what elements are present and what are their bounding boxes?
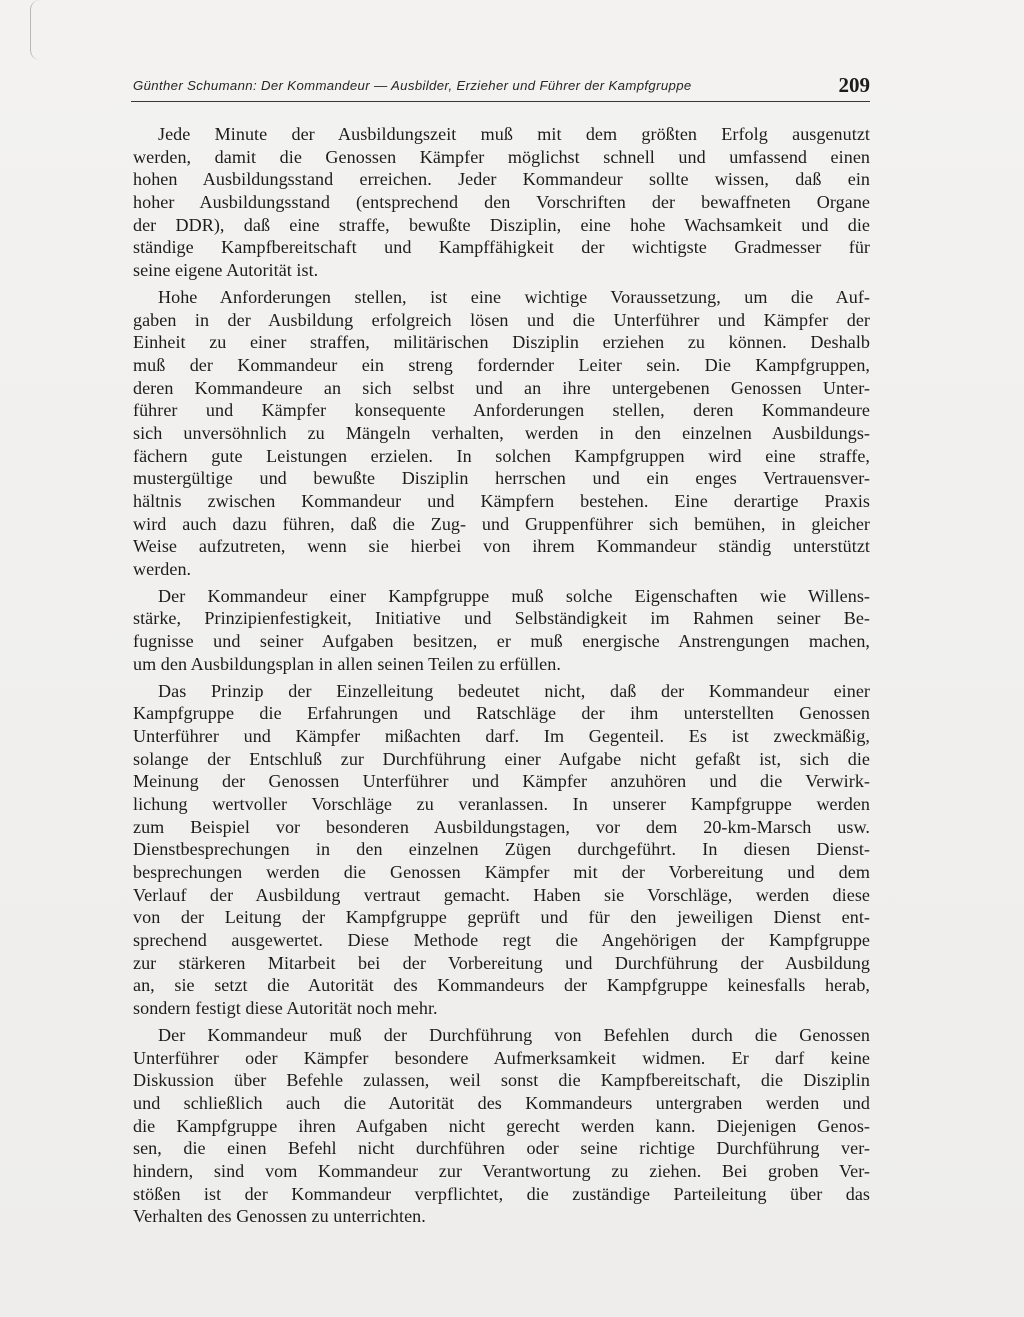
text-line: führer und Kämpfer konsequente Anforderungen stellen, deren Kommandeure <box>133 400 870 421</box>
text-line: Unterführer oder Kämpfer besondere Aufmerksamkeit widmen. Er darf keine <box>133 1047 870 1068</box>
page-edge-mark <box>30 0 45 60</box>
text-line: lichung wertvoller Vorschläge zu veranlassen. In unserer Kampfgruppe werden <box>133 793 870 814</box>
text-line: die Kampfgruppe ihren Aufgaben nicht gerecht werden kann. Diejenigen Genos- <box>133 1115 870 1136</box>
text-line: Unterführer und Kämpfer mißachten darf. Im Gegenteil. Es ist zweckmäßig, <box>133 725 870 746</box>
body-text <box>133 123 870 1232</box>
paragraph <box>133 123 870 282</box>
paragraph <box>133 680 870 1020</box>
text-line: hältnis zwischen Kommandeur und Kämpfern bestehen. Eine derartige Praxis <box>133 491 870 511</box>
text-line: werden, damit die Genossen Kämpfer möglichst schnell und umfassend einen <box>133 146 870 167</box>
text-line: sich unversöhnlich zu Mängeln verhalten, werden in den einzelnen Ausbildungs- <box>133 422 870 443</box>
text-line: sondern festigt diese Autorität noch mehr. <box>133 998 438 1019</box>
text-line: Der Kommandeur einer Kampfgruppe muß solche Eigenschaften wie Willens- <box>158 585 870 606</box>
running-header <box>133 70 870 100</box>
text-line: Meinung der Genossen Unterführer und Kämpfer anzuhören und die Verwirk- <box>133 771 870 792</box>
text-line: Der Kommandeur muß der Durchführung von Befehlen durch die Genossen <box>158 1024 870 1045</box>
text-line: Hohe Anforderungen stellen, ist eine wichtige Voraussetzung, um die Auf- <box>158 286 870 307</box>
text-line: zur stärkeren Mitarbeit bei der Vorbereitung und Durchführung der Ausbildung <box>133 952 870 973</box>
text-line: seine eigene Autorität ist. <box>133 260 319 281</box>
text-line: an, sie setzt die Autorität des Kommandeurs der Kampfgruppe keinesfalls herab, <box>133 975 870 996</box>
text-line: Das Prinzip der Einzelleitung bedeutet nicht, daß der Kommandeur einer <box>158 680 870 701</box>
text-line: mustergültige und bewußte Disziplin herrschen und ein enges Vertrauensver- <box>133 468 870 489</box>
text-line: Einheit zu einer straffen, militärischen Disziplin erziehen zu können. Deshalb <box>133 332 870 353</box>
text-line: Jede Minute der Ausbildungszeit muß mit dem größten Erfolg ausgenutzt <box>158 124 870 144</box>
text-line: von der Leitung der Kampfgruppe geprüft und für den jeweiligen Dienst ent- <box>133 907 870 928</box>
text-line: Diskussion über Befehle zulassen, weil sonst die Kampfbereitschaft, die Disziplin <box>133 1070 870 1091</box>
text-line: stärke, Prinzipienfestigkeit, Initiative und Selbständigkeit im Rahmen seiner Be- <box>133 608 870 629</box>
text-line: und schließlich auch die Autorität des Kommandeurs untergraben werden und <box>133 1092 870 1113</box>
text-line: wird auch dazu führen, daß die Zug- und Gruppenführer sich bemühen, in gleicher <box>133 513 870 534</box>
text-line: muß der Kommandeur ein streng fordernder Leiter sein. Die Kampfgruppen, <box>133 354 870 375</box>
text-line: werden. <box>133 559 192 580</box>
text-line: besprechungen werden die Genossen Kämpfer mit der Vorbereitung und dem <box>133 862 870 882</box>
text-line: Dienstbesprechungen in den einzelnen Zügen durchgeführt. In diesen Dienst- <box>133 839 870 860</box>
running-title: Günther Schumann: Der Kommandeur — Ausbilder, Erzieher und Führer der Kampfgruppe <box>133 77 692 93</box>
text-line: der DDR), daß eine straffe, bewußte Disziplin, eine hohe Wachsamkeit und die <box>133 214 870 235</box>
text-line: zum Beispiel vor besonderen Ausbildungstagen, vor dem 20-km-Marsch usw. <box>133 816 870 837</box>
text-line: Verhalten des Genossen zu unterrichten. <box>133 1206 426 1227</box>
text-line: sprechend ausgewertet. Diese Methode regt die Angehörigen der Kampfgruppe <box>133 930 870 951</box>
header-rule <box>131 101 870 102</box>
text-line: fächern gute Leistungen erzielen. In solchen Kampfgruppen wird eine straffe, <box>133 445 870 466</box>
paragraph <box>133 1024 870 1228</box>
text-line: ständige Kampfbereitschaft und Kampffähigkeit der wichtigste Gradmesser für <box>133 237 870 258</box>
text-line: gaben in der Ausbildung erfolgreich lösen und die Unterführer und Kämpfer der <box>133 309 870 330</box>
paragraph <box>133 286 870 581</box>
paragraph <box>133 585 870 676</box>
text-line: hindern, sind vom Kommandeur zur Verantwortung zu ziehen. Bei groben Ver- <box>133 1160 870 1181</box>
text-line: um den Ausbildungsplan in allen seinen Teilen zu erfüllen. <box>133 653 561 674</box>
text-line: hoher Ausbildungsstand (entsprechend den Vorschriften der bewaffneten Organe <box>133 192 870 213</box>
text-line: Weise aufzutreten, wenn sie hierbei von ihrem Kommandeur ständig unterstützt <box>133 536 870 557</box>
text-line: solange der Entschluß zur Durchführung einer Aufgabe nicht gefaßt ist, sich die <box>133 748 870 769</box>
text-line: stößen ist der Kommandeur verpflichtet, die zuständige Parteileitung über das <box>133 1183 870 1204</box>
text-line: Verlauf der Ausbildung vertraut gemacht. Haben sie Vorschläge, werden diese <box>133 884 870 905</box>
text-line: Kampfgruppe die Erfahrungen und Ratschläge der ihm unterstellten Genossen <box>133 703 870 724</box>
page-number: 209 <box>838 72 870 97</box>
text-line: deren Kommandeure an sich selbst und an ihre untergebenen Genossen Unter- <box>133 377 870 398</box>
text-line: fugnisse und seiner Aufgaben besitzen, er muß energische Anstrengungen machen, <box>133 631 870 652</box>
text-line: hohen Ausbildungsstand erreichen. Jeder Kommandeur sollte wissen, daß ein <box>133 169 870 190</box>
text-line: sen, die einen Befehl nicht durchführen oder seine richtige Durchführung ver- <box>133 1138 870 1159</box>
